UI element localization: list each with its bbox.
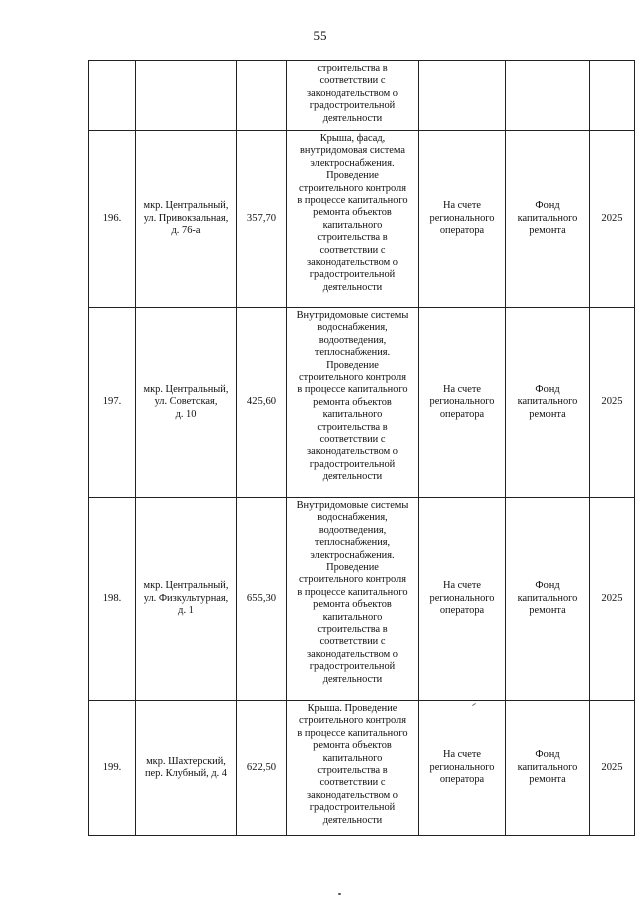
area-cell: 622,50 xyxy=(237,701,287,836)
table-row xyxy=(89,308,635,498)
funding-source-cell xyxy=(419,61,506,131)
row-number xyxy=(89,61,136,131)
fund-cell: Фонд капитального ремонта xyxy=(506,131,590,308)
table-row xyxy=(89,61,635,131)
table-row xyxy=(89,498,635,701)
row-number: 198. xyxy=(89,498,136,701)
year-cell: 2025 xyxy=(590,498,635,701)
fund-cell: Фонд капитального ремонта xyxy=(506,701,590,836)
fund-cell xyxy=(506,61,590,131)
year-cell xyxy=(590,61,635,131)
works-cell: Внутридомовые системы водоснабжения, водоотведения, теплоснабжения. Проведение строительного контроля в процессе капитального ремонта объектов капитального строительства в соответствии с законодательством о градостроительной деятельности xyxy=(287,308,419,498)
funding-source-cell: На счете регионального оператора xyxy=(419,701,506,836)
repair-plan-table xyxy=(88,60,635,836)
scan-mark xyxy=(338,893,341,895)
address-cell: мкр. Центральный, ул. Советская, д. 10 xyxy=(136,308,237,498)
area-cell xyxy=(237,61,287,131)
funding-source-cell: На счете регионального оператора xyxy=(419,131,506,308)
table-row xyxy=(89,131,635,308)
works-cell: Крыша. Проведение строительного контроля в процессе капитального ремонта объектов капитального строительства в соответствии с законодательством о градостроительной деятельности xyxy=(287,701,419,836)
table-row xyxy=(89,701,635,836)
area-cell: 655,30 xyxy=(237,498,287,701)
area-cell: 357,70 xyxy=(237,131,287,308)
address-cell: мкр. Шахтерский, пер. Клубный, д. 4 xyxy=(136,701,237,836)
works-cell: Внутридомовые системы водоснабжения, водоотведения, теплоснабжения, электроснабжения. Проведение строительного контроля в процессе капитального ремонта объектов капитального строительства в соответствии с законодательством о градостроительной деятельности xyxy=(287,498,419,701)
year-cell: 2025 xyxy=(590,131,635,308)
year-cell: 2025 xyxy=(590,701,635,836)
funding-source-cell: На счете регионального оператора xyxy=(419,498,506,701)
fund-cell: Фонд капитального ремонта xyxy=(506,498,590,701)
year-cell: 2025 xyxy=(590,308,635,498)
page-number: 55 xyxy=(313,28,327,43)
row-number: 197. xyxy=(89,308,136,498)
row-number: 199. xyxy=(89,701,136,836)
area-cell: 425,60 xyxy=(237,308,287,498)
works-cell: строительства в соответствии с законодательством о градостроительной деятельности xyxy=(287,61,419,131)
address-cell: мкр. Центральный, ул. Привокзальная, д. 76-а xyxy=(136,131,237,308)
works-cell: Крыша, фасад, внутридомовая система электроснабжения. Проведение строительного контроля в процессе капитального ремонта объектов капитального строительства в соответствии с законодательством о градостроительной деятельности xyxy=(287,131,419,308)
address-cell xyxy=(136,61,237,131)
address-cell: мкр. Центральный, ул. Физкультурная, д. 1 xyxy=(136,498,237,701)
fund-cell: Фонд капитального ремонта xyxy=(506,308,590,498)
row-number: 196. xyxy=(89,131,136,308)
funding-source-cell: На счете регионального оператора xyxy=(419,308,506,498)
